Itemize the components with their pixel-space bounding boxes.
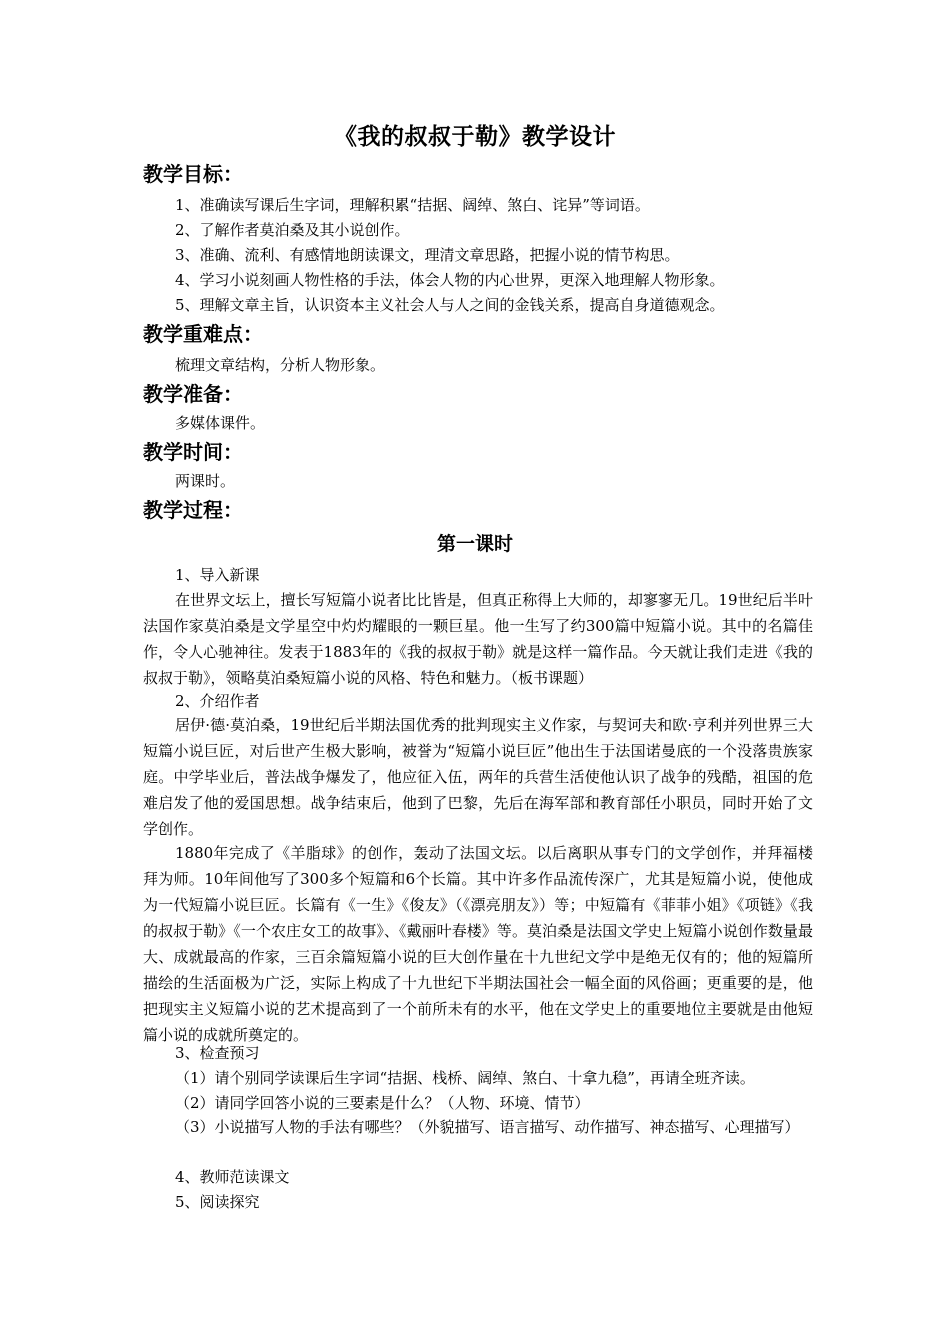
preparation-text: 多媒体课件。 xyxy=(175,414,266,432)
lesson-title: 第一课时 xyxy=(436,533,513,555)
heading-key-points: 教学重难点： xyxy=(143,322,263,346)
preview-question: （1）请个别同学读课后生字词“拮据、栈桥、阔绰、煞白、十拿九稳”，再请全班齐读。 xyxy=(175,1069,755,1087)
objective-item: 4、学习小说刻画人物性格的手法，体会人物的内心世界，更深入地理解人物形象。 xyxy=(175,271,725,289)
author-paragraph: 居伊·德·莫泊桑，19世纪后半期法国优秀的批判现实主义作家，与契诃夫和欧·亨利并列世界三大短篇小说巨匠，对后世产生极大影响，被誉为“短篇小说巨匠”他出生于法国诺曼底的一个没落贵族家庭。中学毕业后，普法战争爆发了，他应征入伍，两年的兵营生活使他认识了战争的残酷，祖国的危难启发了他的爱国思想。战争结束后，他到了巴黎，先后在海军部和教育部任小职员，同时开始了文学创作。 xyxy=(143,716,813,838)
preview-question: （2）请同学回答小说的三要素是什么？（人物、环境、情节） xyxy=(175,1094,590,1112)
objective-item: 1、准确读写课后生字词，理解积累“拮据、阔绰、煞白、诧异”等词语。 xyxy=(175,196,650,214)
step-label: 1、导入新课 xyxy=(175,566,260,584)
step-label: 4、教师范读课文 xyxy=(175,1168,290,1186)
heading-process: 教学过程： xyxy=(143,498,243,522)
objective-item: 2、了解作者莫泊桑及其小说创作。 xyxy=(175,221,410,239)
objective-item: 3、准确、流利、有感情地朗读课文，理清文章思路，把握小说的情节构思。 xyxy=(175,246,680,264)
document-title: 《我的叔叔于勒》教学设计 xyxy=(334,124,616,150)
intro-paragraph: 在世界文坛上，擅长写短篇小说者比比皆是，但真正称得上大师的，却寥寥无几。19世纪后半叶法国作家莫泊桑是文学星空中灼灼耀眼的一颗巨星。他一生写了约300篇中短篇小说。其中的名篇佳作，令人心驰神往。发表于1883年的《我的叔叔于勒》就是这样一篇作品。今天就让我们走进《我的叔叔于勒》，领略莫泊桑短篇小说的风格、特色和魅力。（板书课题） xyxy=(143,591,813,687)
step-label: 3、检查预习 xyxy=(175,1044,260,1062)
step-label: 2、介绍作者 xyxy=(175,692,260,710)
heading-time: 教学时间： xyxy=(143,440,243,464)
heading-objectives: 教学目标： xyxy=(143,162,243,186)
preview-question: （3）小说描写人物的手法有哪些？（外貌描写、语言描写、动作描写、神态描写、心理描写） xyxy=(175,1118,800,1136)
key-points-text: 梳理文章结构，分析人物形象。 xyxy=(175,356,386,374)
author-paragraph: 1880年完成了《羊脂球》的创作，轰动了法国文坛。以后离职从事专门的文学创作，并拜福楼拜为师。10年间他写了300多个短篇和6个长篇。其中许多作品流传深广，尤其是短篇小说，使他成为一代短篇小说巨匠。长篇有《一生》《俊友》（《漂亮朋友》）等；中短篇有《菲菲小姐》《项链》《我的叔叔于勒》《一个农庄女工的故事》、《戴丽叶春楼》等。莫泊桑是法国文学史上短篇小说创作数量最大、成就最高的作家，三百余篇短篇小说的巨大创作量在十九世纪文学中是绝无仅有的；他的短篇所描绘的生活面极为广泛，实际上构成了十九世纪下半期法国社会一幅全面的风俗画；更重要的是，他把现实主义短篇小说的艺术提高到了一个前所未有的水平，他在文学史上的重要地位主要就是由他短篇小说的成就所奠定的。 xyxy=(143,844,813,1044)
objective-item: 5、理解文章主旨，认识资本主义社会人与人之间的金钱关系，提高自身道德观念。 xyxy=(175,296,725,314)
step-label: 5、阅读探究 xyxy=(175,1193,260,1211)
heading-preparation: 教学准备： xyxy=(143,382,243,406)
time-text: 两课时。 xyxy=(175,472,236,490)
